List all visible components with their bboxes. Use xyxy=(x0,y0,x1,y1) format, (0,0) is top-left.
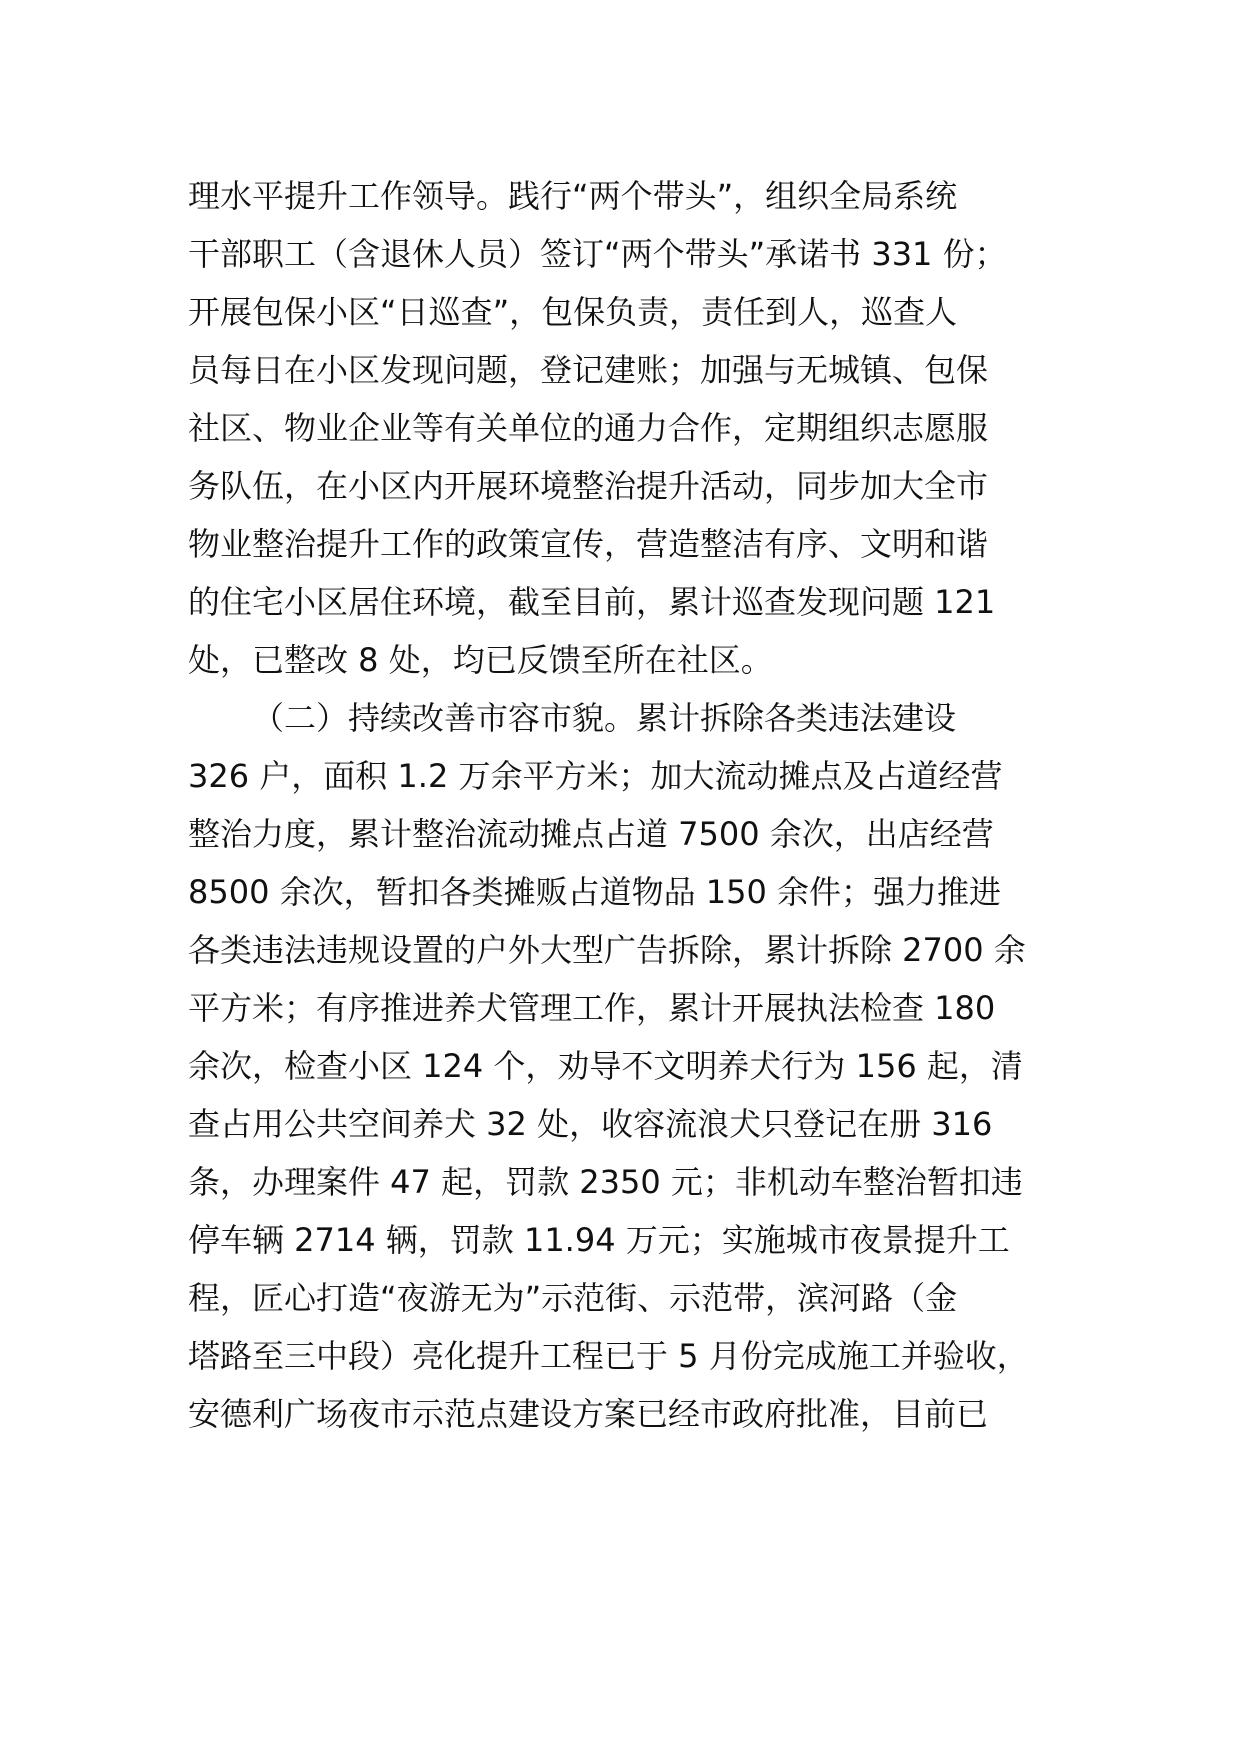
body-text-line: 处，已整改 8 处，均已反馈至所在社区。 xyxy=(188,641,773,679)
body-text-line: 安德利广场夜市示范点建设方案已经市政府批准，目前已 xyxy=(188,1395,989,1433)
body-text-line: 务队伍，在小区内开展环境整治提升活动，同步加大全市 xyxy=(188,467,989,505)
body-text-line: 条，办理案件 47 起，罚款 2350 元；非机动车整治暂扣违 xyxy=(188,1163,1023,1201)
body-text-line: 物业整治提升工作的政策宣传，营造整洁有序、文明和谐 xyxy=(188,525,989,563)
body-text-line: 查占用公共空间养犬 32 处，收容流浪犬只登记在册 316 xyxy=(188,1105,993,1143)
body-text-line: 塔路至三中段）亮化提升工程已于 5 月份完成施工并验收， xyxy=(188,1337,1029,1375)
section-heading-line: （二）持续改善市容市貌。累计拆除各类违法建设 xyxy=(252,699,957,737)
body-text-line: 社区、物业企业等有关单位的通力合作，定期组织志愿服 xyxy=(188,409,989,447)
body-text-line: 平方米；有序推进养犬管理工作，累计开展执法检查 180 xyxy=(188,989,996,1027)
body-text-line: 干部职工（含退休人员）签订“两个带头”承诺书 331 份； xyxy=(188,235,1007,273)
body-text-line: 程，匠心打造“夜游无为”示范街、示范带，滨河路（金 xyxy=(188,1279,958,1317)
body-text-line: 员每日在小区发现问题，登记建账；加强与无城镇、包保 xyxy=(188,351,989,389)
body-text-line: 余次，检查小区 124 个，劝导不文明养犬行为 156 起，清 xyxy=(188,1047,1023,1085)
body-text-line: 整治力度，累计整治流动摊点占道 7500 余次，出店经营 xyxy=(188,815,994,853)
body-text-line: 理水平提升工作领导。践行“两个带头”，组织全局系统 xyxy=(188,177,958,215)
body-text-line: 各类违法违规设置的户外大型广告拆除，累计拆除 2700 余 xyxy=(188,931,1026,969)
body-text-line: 开展包保小区“日巡查”，包保负责，责任到人，巡查人 xyxy=(188,293,958,331)
body-text-line: 的住宅小区居住环境，截至目前，累计巡查发现问题 121 xyxy=(188,583,996,621)
body-text-line: 326 户，面积 1.2 万余平方米；加大流动摊点及占道经营 xyxy=(188,757,1003,795)
body-text-line: 停车辆 2714 辆，罚款 11.94 万元；实施城市夜景提升工 xyxy=(188,1221,1010,1259)
body-text-line: 8500 余次，暂扣各类摊贩占道物品 150 余件；强力推进 xyxy=(188,873,1002,911)
